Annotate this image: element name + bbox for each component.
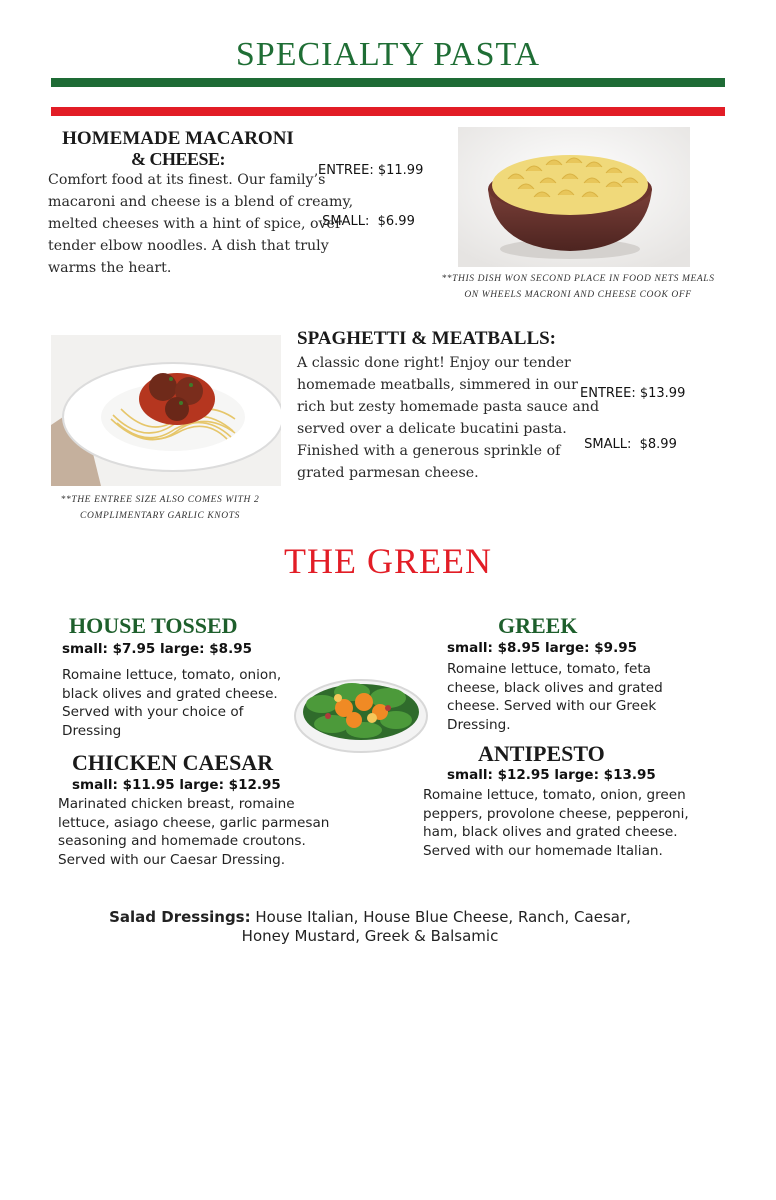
mac-description — [48, 169, 368, 279]
house-desc-line: black olives and grated cheese. — [62, 685, 278, 702]
spaghetti-desc-line: served over a delicate bucatini pasta. — [297, 421, 567, 437]
greek-desc-line: cheese, black olives and grated — [447, 679, 663, 696]
mac-photo — [458, 127, 690, 267]
house-desc-line: Served with your choice of — [62, 704, 244, 720]
mac-note — [418, 271, 738, 303]
dressings-line1-text: House Italian, House Blue Cheese, Ranch, Caesar, — [250, 908, 631, 926]
salad-photo — [292, 660, 430, 756]
mac-desc-line: warms the heart. — [48, 260, 172, 276]
chicken-caesar-price: small: $11.95 large: $12.95 — [72, 777, 281, 793]
spaghetti-desc-line: grated parmesan cheese. — [297, 465, 479, 481]
house-tossed-price: small: $7.95 large: $8.95 — [62, 641, 252, 657]
mac-desc-line: Comfort food at its finest. Our family’s — [48, 172, 326, 188]
mac-title-line1: HOMEMADE MACARONI — [62, 128, 294, 149]
spaghetti-desc-line: Finished with a generous sprinkle of — [297, 443, 561, 459]
spaghetti-desc-line: homemade meatballs, simmered in our — [297, 377, 578, 393]
caesar-desc-line: seasoning and homemade croutons. — [58, 833, 306, 849]
mac-title — [52, 128, 304, 170]
greek-description — [447, 660, 687, 734]
mac-desc-line: macaroni and cheese is a blend of creamy, — [48, 194, 354, 210]
spaghetti-desc-line: A classic done right! Enjoy our tender — [297, 355, 571, 371]
antipesto-price: small: $12.95 large: $13.95 — [447, 767, 656, 783]
antipesto-desc-line: Served with our homemade Italian. — [423, 842, 663, 859]
antipesto-desc-line: Romaine lettuce, tomato, onion, green — [423, 787, 686, 803]
red-stripe — [51, 107, 725, 116]
spaghetti-title: SPAGHETTI & MEATBALLS: — [297, 328, 557, 349]
chicken-caesar-description — [58, 795, 348, 869]
mac-desc-line: tender elbow noodles. A dish that truly — [48, 238, 329, 254]
mac-title-line2: & CHEESE: — [130, 149, 226, 169]
spaghetti-note-line: COMPLIMENTARY GARLIC KNOTS — [80, 511, 240, 521]
greek-title: GREEK — [498, 613, 578, 638]
caesar-desc-line: Served with our Caesar Dressing. — [58, 851, 286, 868]
spaghetti-price-small: SMALL: $8.99 — [580, 437, 677, 452]
mac-price-entree: ENTREE: $11.99 — [318, 163, 424, 178]
greek-desc-line: cheese. Served with our Greek — [447, 698, 657, 714]
green-stripe — [51, 78, 725, 87]
spaghetti-price-entree: ENTREE: $13.99 — [580, 386, 686, 401]
house-tossed-title: HOUSE TOSSED — [69, 613, 238, 638]
spaghetti-desc-line: rich but zesty homemade pasta sauce and — [297, 399, 600, 415]
greek-price: small: $8.95 large: $9.95 — [447, 640, 637, 656]
dressings-label: Salad Dressings: — [109, 908, 251, 926]
specialty-pasta-heading: SPECIALTY PASTA — [235, 36, 541, 73]
chicken-caesar-title: CHICKEN CAESAR — [72, 750, 274, 775]
antipesto-title: ANTIPESTO — [478, 741, 605, 766]
caesar-desc-line: Marinated chicken breast, romaine — [58, 796, 295, 812]
house-desc-line: Dressing — [62, 722, 122, 739]
antipesto-description — [423, 786, 723, 860]
spaghetti-note — [30, 492, 290, 524]
greek-desc-line: Dressing. — [447, 716, 511, 733]
the-green-heading: THE GREEN — [284, 541, 492, 581]
greek-desc-line: Romaine lettuce, tomato, feta — [447, 661, 652, 677]
mac-note-line: ON WHEELS MACRONI AND CHEESE COOK OFF — [464, 290, 692, 300]
mac-price-small: SMALL: $6.99 — [318, 214, 415, 229]
spaghetti-description — [297, 352, 607, 484]
dressings-line2: Honey Mustard, Greek & Balsamic — [241, 927, 499, 945]
mac-desc-line: melted cheeses with a hint of spice, over — [48, 216, 342, 232]
antipesto-desc-line: ham, black olives and grated cheese. — [423, 824, 678, 840]
salad-dressings — [60, 908, 680, 946]
antipesto-desc-line: peppers, provolone cheese, pepperoni, — [423, 805, 689, 822]
caesar-desc-line: lettuce, asiago cheese, garlic parmesan — [58, 814, 330, 831]
mac-note-line: **THIS DISH WON SECOND PLACE IN FOOD NETS MEALS — [441, 274, 715, 284]
spaghetti-note-line: **THE ENTREE SIZE ALSO COMES WITH 2 — [60, 495, 260, 505]
spaghetti-photo — [51, 335, 281, 486]
house-desc-line: Romaine lettuce, tomato, onion, — [62, 667, 282, 683]
house-tossed-description — [62, 666, 302, 740]
dressings-line1 — [60, 908, 680, 927]
